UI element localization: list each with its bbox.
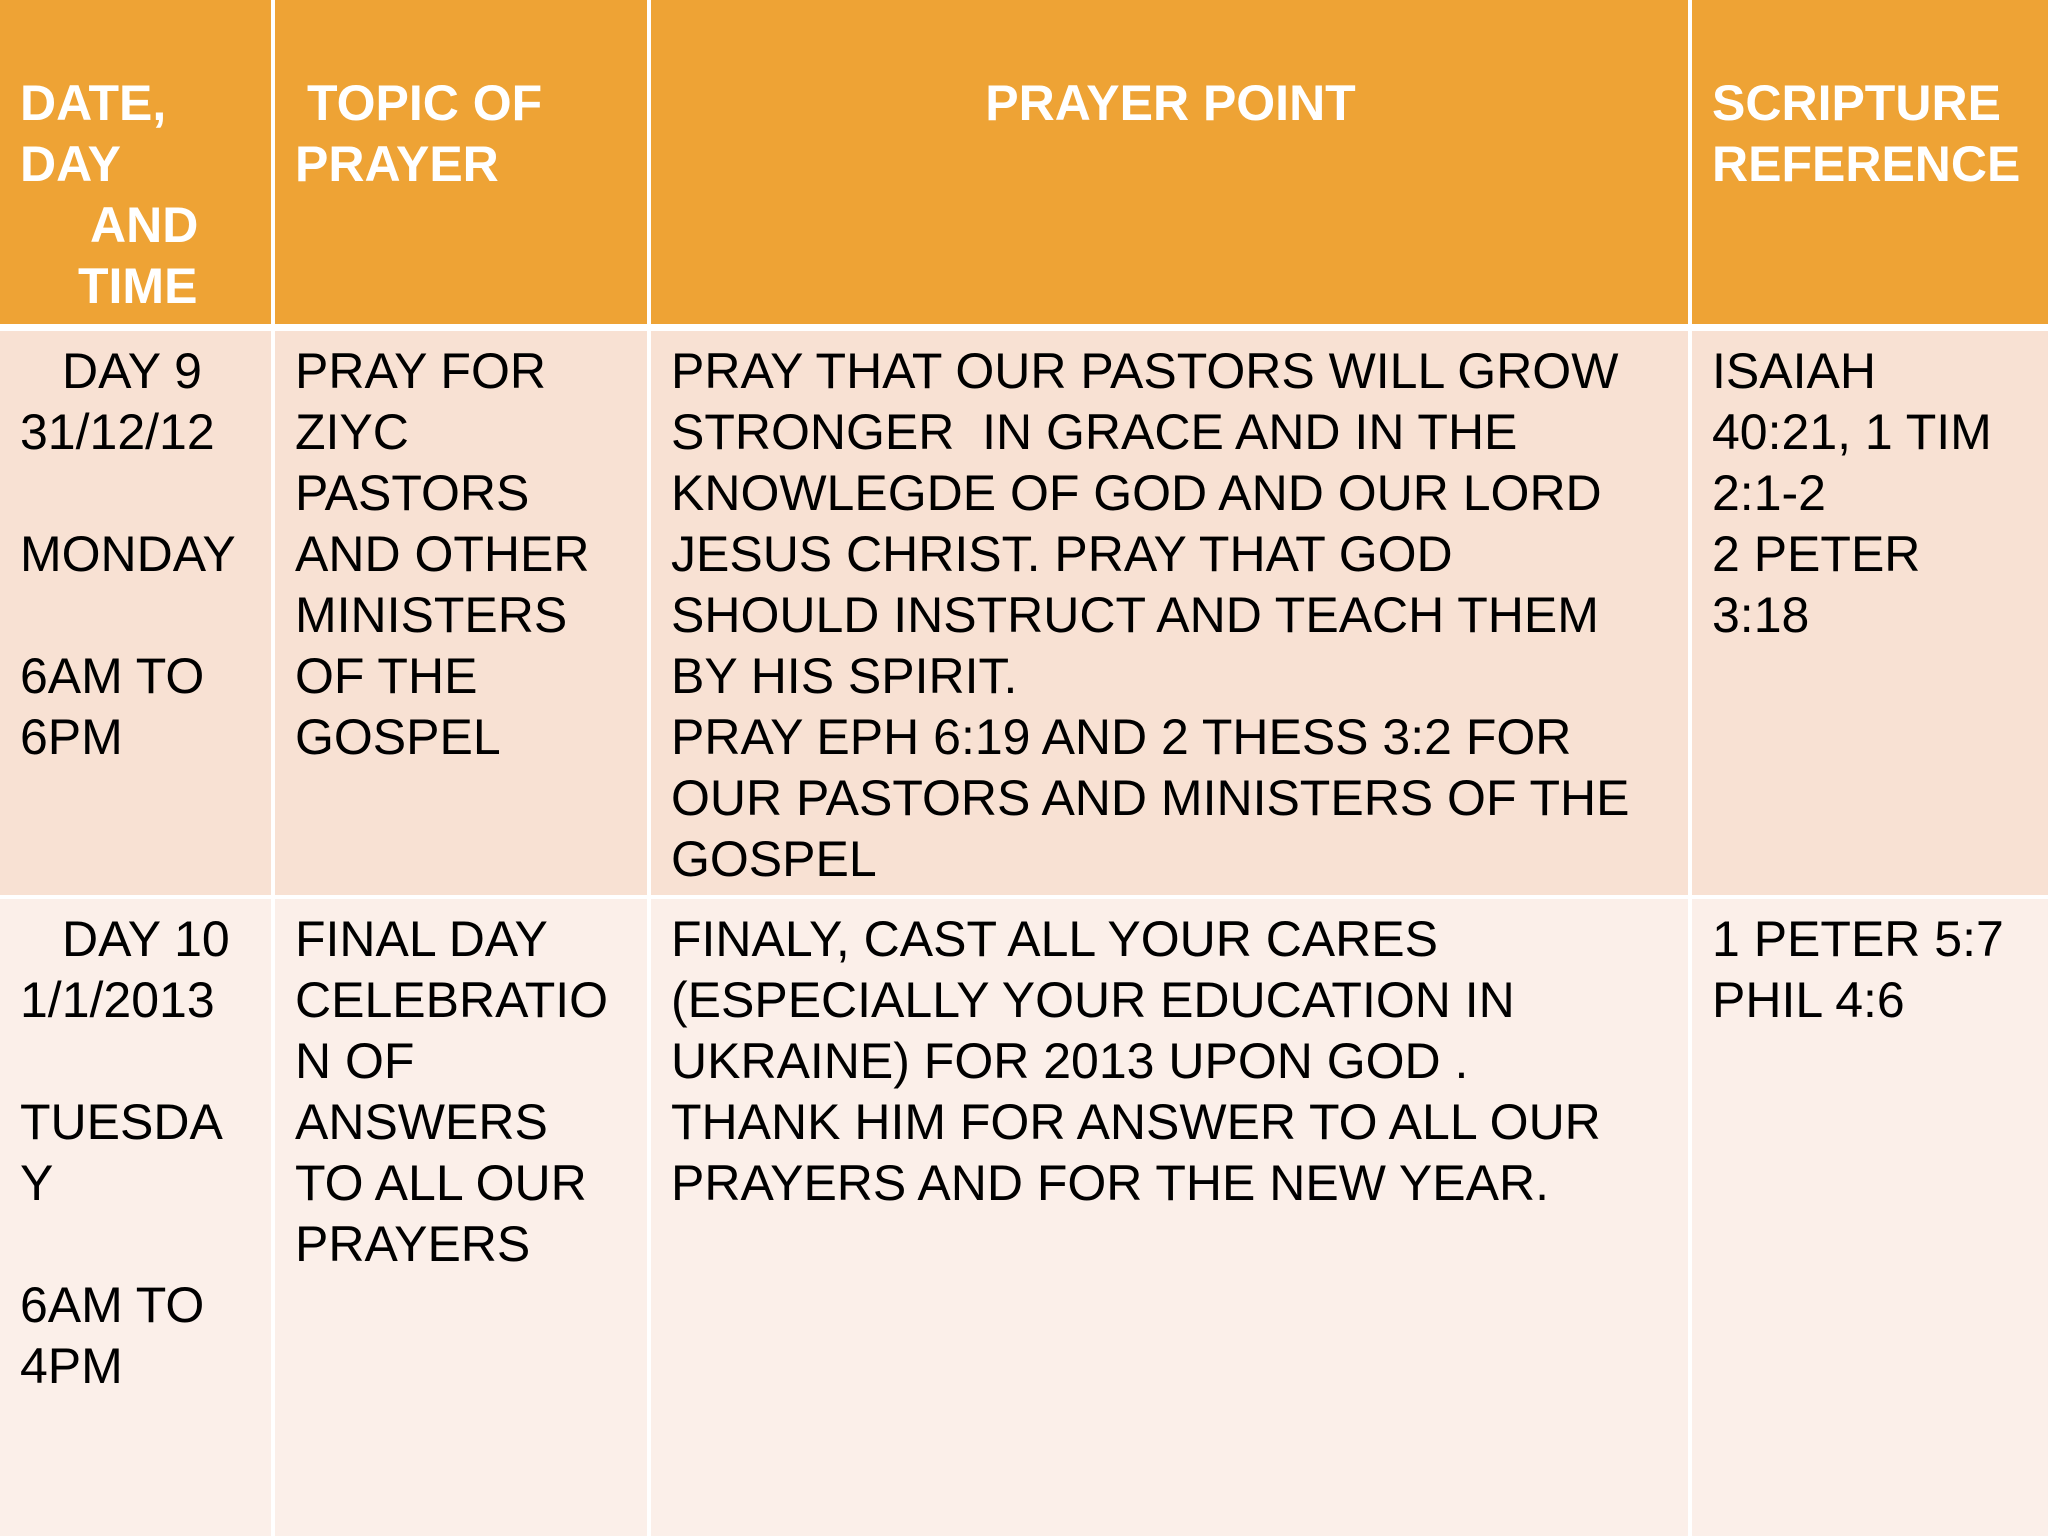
cell-line: SHOULD INSTRUCT AND TEACH THEM — [671, 586, 1599, 643]
header-date-day-time — [0, 0, 273, 327]
cell-line: 3:18 — [1712, 586, 1810, 643]
cell-prayer-point — [649, 897, 1690, 1536]
cell-line: GOSPEL — [671, 830, 877, 887]
line-gap — [20, 1031, 253, 1092]
header-line: REFERENCE — [1712, 136, 2021, 192]
header-line: DAY — [20, 136, 121, 192]
cell-line: DAY 10 — [62, 911, 230, 967]
cell-line: FINAL DAY — [295, 911, 548, 967]
header-line: PRAYER POINT — [985, 75, 1356, 131]
header-scripture-reference — [1690, 0, 2048, 327]
header-row — [0, 0, 2048, 327]
cell-line: 6AM TO — [20, 1277, 205, 1333]
table-row — [0, 327, 2048, 897]
cell-line: 6PM — [20, 708, 123, 765]
cell-date-day-time — [0, 327, 273, 897]
cell-line: ISAIAH — [1712, 342, 1876, 399]
line-gap — [20, 585, 253, 646]
line-gap — [20, 463, 253, 524]
cell-line: 4PM — [20, 1338, 123, 1394]
cell-line: PRAY FOR — [295, 342, 546, 399]
line-gap — [20, 1214, 253, 1275]
cell-line: PRAYERS — [295, 1216, 531, 1272]
cell-line: UKRAINE) FOR 2013 UPON GOD . — [671, 1033, 1469, 1089]
cell-scripture — [1690, 327, 2048, 897]
cell-line: PRAYERS AND FOR THE NEW YEAR. — [671, 1155, 1549, 1211]
cell-line: ANSWERS — [295, 1094, 548, 1150]
cell-line: PRAY EPH 6:19 AND 2 THESS 3:2 FOR — [671, 708, 1572, 765]
cell-line: STRONGER IN GRACE AND IN THE — [671, 403, 1518, 460]
header-line: TOPIC OF — [307, 75, 543, 131]
cell-line: 6AM TO — [20, 647, 205, 704]
cell-line: MONDAY — [20, 525, 236, 582]
table-row — [0, 897, 2048, 1536]
cell-line: 40:21, 1 TIM — [1712, 403, 1992, 460]
cell-line: JESUS CHRIST. PRAY THAT GOD — [671, 525, 1453, 582]
cell-scripture — [1690, 897, 2048, 1536]
header-line: PRAYER — [295, 136, 499, 192]
cell-line: Y — [20, 1155, 54, 1211]
cell-date-day-time — [0, 897, 273, 1536]
cell-line: ZIYC — [295, 403, 409, 460]
cell-line: TO ALL OUR — [295, 1155, 587, 1211]
cell-line: OF THE — [295, 647, 478, 704]
cell-prayer-point — [649, 327, 1690, 897]
cell-line: FINALY, CAST ALL YOUR CARES — [671, 911, 1438, 967]
cell-line: AND OTHER — [295, 525, 590, 582]
cell-line: TUESDA — [20, 1094, 223, 1150]
cell-line: PHIL 4:6 — [1712, 972, 1905, 1028]
header-line: SCRIPTURE — [1712, 75, 2001, 131]
cell-line: (ESPECIALLY YOUR EDUCATION IN — [671, 972, 1515, 1028]
cell-line: CELEBRATIO — [295, 972, 609, 1028]
cell-line: 2:1-2 — [1712, 464, 1826, 521]
header-line: AND — [90, 197, 199, 253]
cell-line: MINISTERS — [295, 586, 568, 643]
header-line: TIME — [78, 258, 198, 314]
header-line: DATE, — [20, 75, 167, 131]
cell-line: N OF — [295, 1033, 415, 1089]
cell-line: PRAY THAT OUR PASTORS WILL GROW — [671, 342, 1619, 399]
header-prayer-point — [649, 0, 1690, 327]
cell-line: 31/12/12 — [20, 403, 215, 460]
cell-line: PASTORS — [295, 464, 530, 521]
cell-line: THANK HIM FOR ANSWER TO ALL OUR — [671, 1094, 1601, 1150]
cell-line: OUR PASTORS AND MINISTERS OF THE — [671, 769, 1630, 826]
cell-line: GOSPEL — [295, 708, 501, 765]
cell-topic — [273, 327, 649, 897]
cell-line: 2 PETER — [1712, 525, 1921, 582]
cell-line: 1 PETER 5:7 — [1712, 911, 2004, 967]
cell-line: KNOWLEGDE OF GOD AND OUR LORD — [671, 464, 1602, 521]
cell-line: 1/1/2013 — [20, 972, 215, 1028]
header-topic-of-prayer — [273, 0, 649, 327]
cell-topic — [273, 897, 649, 1536]
cell-line: BY HIS SPIRIT. — [671, 647, 1018, 704]
cell-line: DAY 9 — [62, 342, 202, 399]
